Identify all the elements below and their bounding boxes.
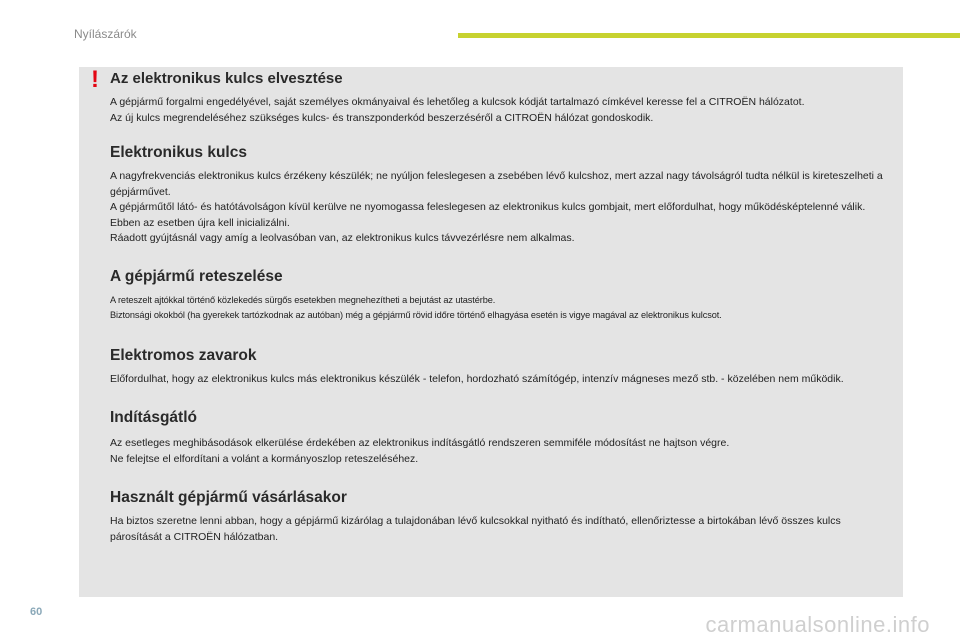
paragraph: Ne felejtse el elfordítani a volánt a kormányoszlop reteszeléséhez.	[110, 452, 419, 465]
section-lost-key	[110, 70, 895, 126]
content-body	[110, 70, 895, 545]
paragraph: Az esetleges meghibásodások elkerülése érdekében az elektronikus indításgátló rendszeren semmiféle módosítást ne hajtson végre.	[110, 437, 730, 449]
section-vehicle-locking	[110, 268, 895, 323]
section-title: Használt gépjármű vásárlásakor	[110, 489, 347, 506]
paragraph: A gépjárműtől látó- és hatótávolságon kívül kerülve ne nyomogassa feleslegesen az elektronikus kulcs gombjait, mert előfordulhat, hogy működésképtelenné válik. Ebben az esetben újra kell inicializálni.	[110, 201, 866, 229]
section-used-vehicle	[110, 489, 895, 545]
paragraph: Ráadott gyújtásnál vagy amíg a leolvasóban van, az elektronikus kulcs távvezérlésre nem alkalmas.	[110, 232, 575, 244]
paragraph: A gépjármű forgalmi engedélyével, saját személyes okmányaival és lehetőleg a kulcsok kódját tartalmazó címkével keresse fel a CITROËN hálózatot.	[110, 96, 805, 108]
section-immobiliser	[110, 409, 895, 467]
section-title: Indításgátló	[110, 409, 197, 426]
section-electrical-interference	[110, 347, 895, 388]
section-title: A gépjármű reteszelése	[110, 267, 283, 285]
header-title: Nyílászárók	[74, 27, 137, 41]
section-title: Elektromos zavarok	[110, 346, 257, 364]
header-accent-bar	[458, 33, 960, 38]
paragraph: A reteszelt ajtókkal történő közlekedés sürgős esetekben megnehezítheti a bejutást az utastérbe.	[110, 294, 496, 305]
paragraph: Ha biztos szeretne lenni abban, hogy a gépjármű kizárólag a tulajdonában lévő kulcsokkal nyitható és indítható, ellenőriztesse a birtokában lévő összes kulcs párosítását a CITROËN hálózatban.	[110, 515, 841, 543]
page-number: 60	[30, 606, 43, 618]
exclamation-icon: !	[91, 66, 99, 93]
watermark: carmanualsonline.info	[705, 612, 930, 637]
paragraph: Az új kulcs megrendeléséhez szükséges kulcs- és transzponderkód beszerzéséről a CITROËN hálózat gondoskodik.	[110, 111, 654, 124]
section-title: Az elektronikus kulcs elvesztése	[110, 70, 343, 87]
section-electronic-key	[110, 144, 895, 247]
paragraph: A nagyfrekvenciás elektronikus kulcs érzékeny készülék; ne nyúljon feleslegesen a zsebében lévő kulcshoz, mert azzal nagy távolságról tudta nélkül is kireteszelheti a gépjárművet.	[110, 170, 883, 198]
paragraph: Biztonsági okokból (ha gyerekek tartózkodnak az autóban) még a gépjármű rövid időre történő elhagyása esetén is vigye magával az elektronikus kulcsot.	[110, 309, 722, 320]
section-title: Elektronikus kulcs	[110, 144, 247, 161]
paragraph: Előfordulhat, hogy az elektronikus kulcs más elektronikus készülék - telefon, hordozható számítógép, intenzív mágneses mező stb. - közelében nem működik.	[110, 372, 844, 385]
